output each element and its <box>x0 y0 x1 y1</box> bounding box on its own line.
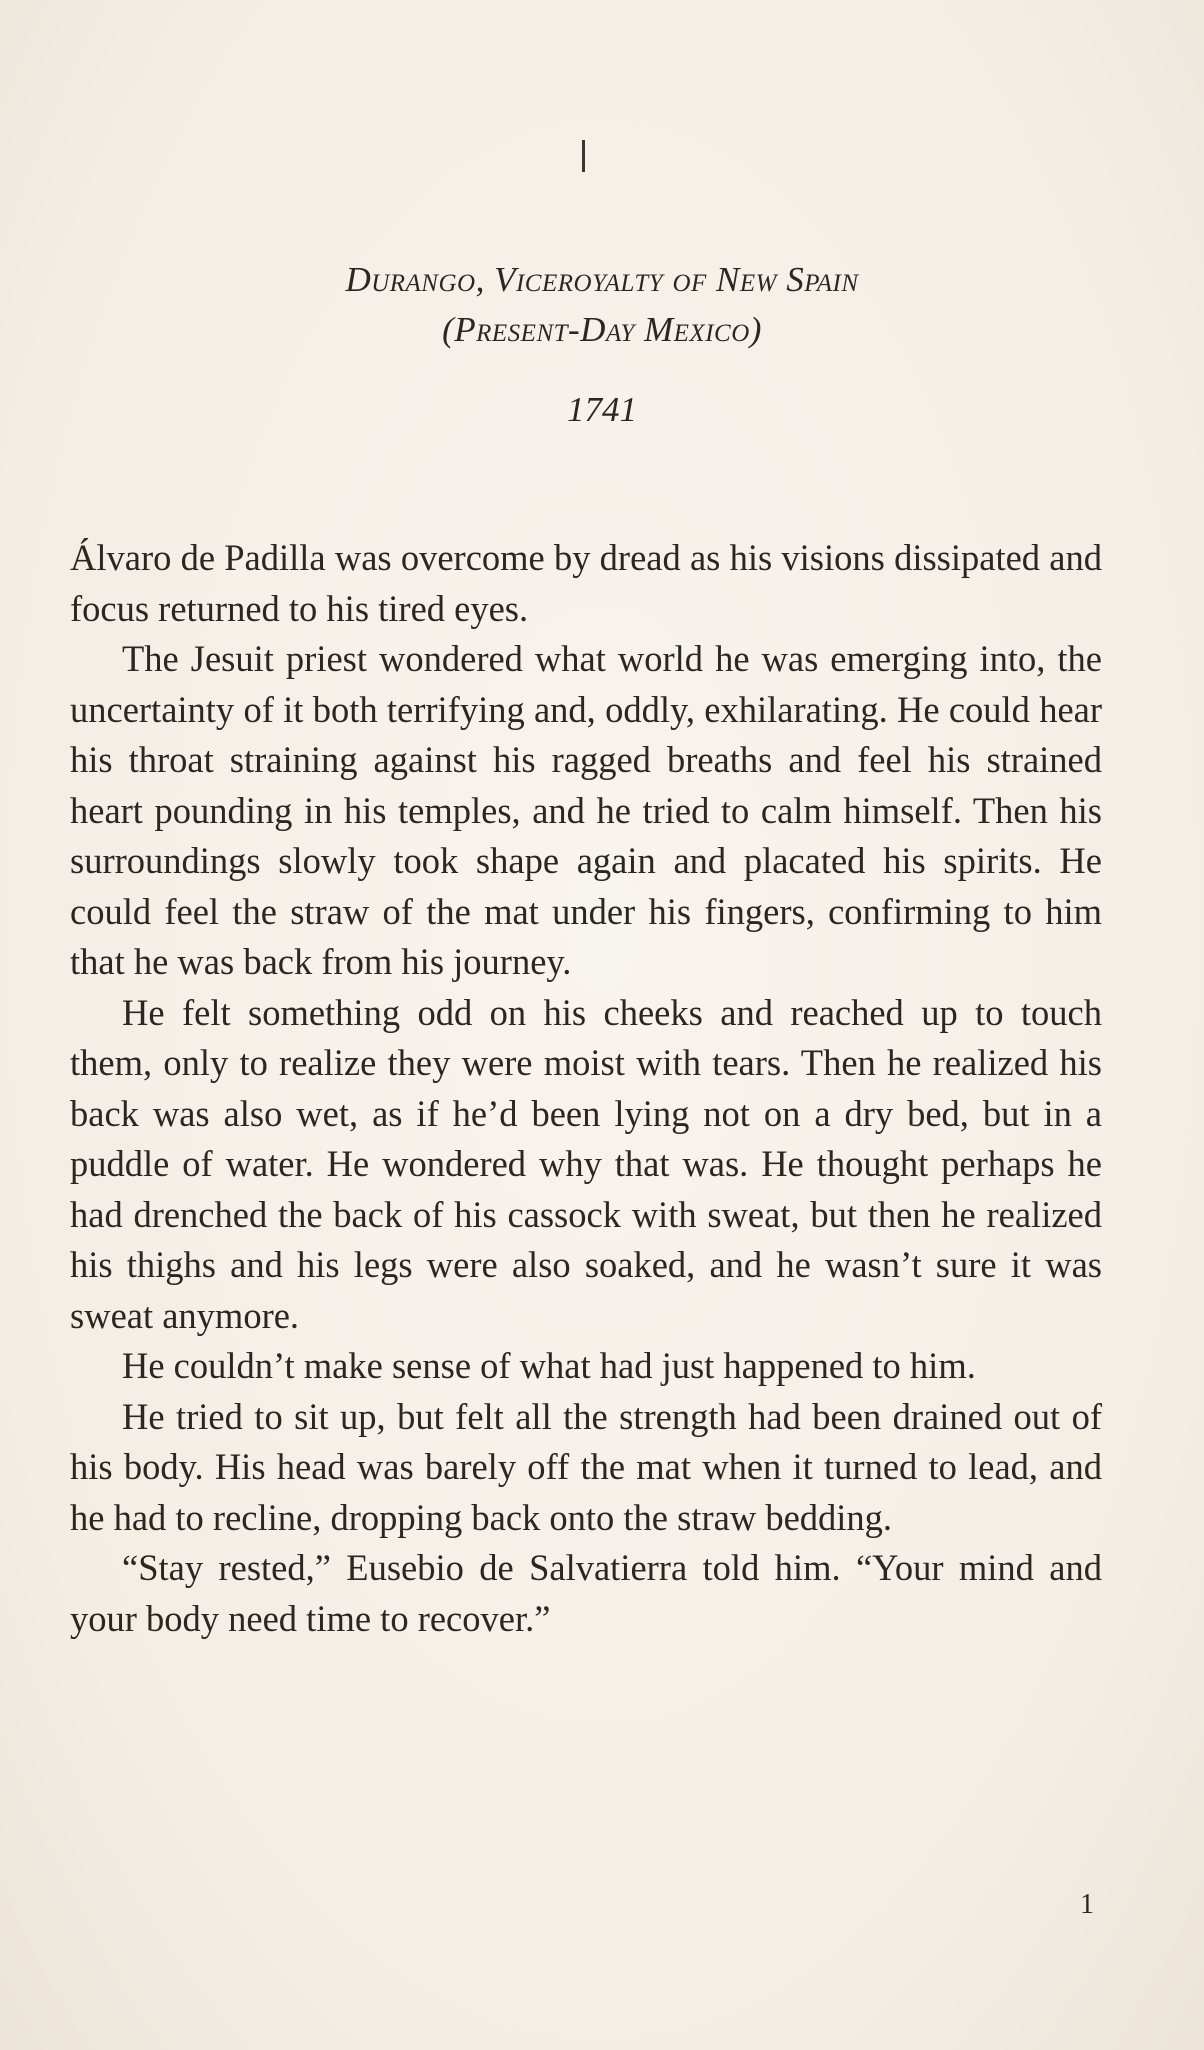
chapter-heading <box>0 255 1204 355</box>
paragraph: He tried to sit up, but felt all the strength had been drained out of his body. His head was barely off the mat when it turned to lead, and he had to recline, dropping back onto the straw bedding. <box>70 1395 1102 1538</box>
heading-location: Durango, Viceroyalty of New Spain <box>345 260 859 299</box>
paragraph: He couldn’t make sense of what had just happened to him. <box>122 1345 976 1386</box>
chapter-year: 1741 <box>567 390 637 429</box>
heading-present-day: (Present-Day Mexico) <box>442 310 762 349</box>
chapter-body <box>70 533 1102 1644</box>
paragraph: Álvaro de Padilla was overcome by dread as his visions dissipated and focus returned to his tired eyes. <box>70 537 1102 629</box>
page-number: 1 <box>1080 1889 1094 1920</box>
paragraph: “Stay rested,” Eusebio de Salvatierra told him. “Your mind and your body need time to recover.” <box>70 1547 1102 1639</box>
chapter-ornament <box>582 140 585 172</box>
paragraph: The Jesuit priest wondered what world he was emerging into, the uncertainty of it both terrifying and, oddly, exhilarating. He could hear his throat straining against his ragged breaths and feel his strained heart pounding in his temples, and he tried to calm himself. Then his surroundings slowly took shape again and placated his spirits. He could feel the straw of the mat under his fingers, confirming to him that he was back from his journey. <box>70 638 1102 982</box>
paragraph: He felt something odd on his cheeks and reached up to touch them, only to realize they were moist with tears. Then he realized his back was also wet, as if he’d been lying not on a dry bed, but in a puddle of water. He wondered why that was. He thought perhaps he had drenched the back of his cassock with sweat, but then he realized his thighs and his legs were also soaked, and he wasn’t sure it was sweat anymore. <box>70 991 1102 1336</box>
